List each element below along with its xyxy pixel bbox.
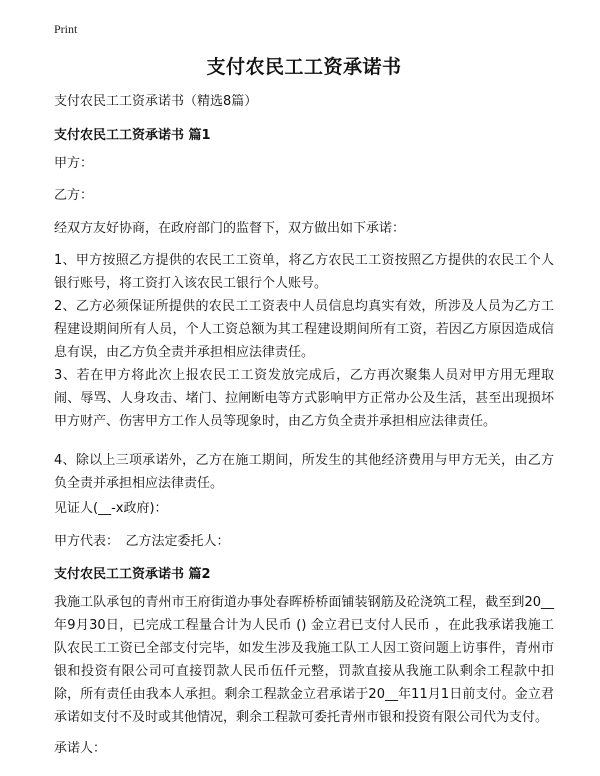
promisor-line: 承诺人： [54,741,107,756]
party-b-label: 乙方： [54,188,94,203]
page-title: 支付农民工工资承诺书 [206,56,402,78]
section-2-body: 我施工队承包的青州市王府街道办事处春晖桥桥面铺装钢筋及砼浇筑工程，截至到20__年9月30日，已完成工程量合计为人民币 () 金立君已支付人民币 ，在此我承诺我施工队农民工工资已全部支付完毕，如发生涉及我施工队工人因工资问题上访事件，青州市银和投资有限公司可直接罚款人民币伍仟元整，罚款直接从我施工队剩余工程款中扣除，所有责任由我本人承担。剩余工程款金立君承诺于20__年11月1日前支付。金立君承诺如支付不及时或其他情况，剩余工程款可委托青州市银和投资有限公司代为支付。 [54,595,554,725]
clause-3: 3、若在甲方将此次上报农民工工资发放完成后，乙方再次聚集人员对甲方用无理取闹、辱骂、人身攻击、堵门、拉闸断电等方式影响甲方正常办公及生活，甚至出现损坏甲方财产、伤害甲方工作人员等现象时，由乙方负全责并承担相应法律责任。 [54,368,554,429]
document-subtitle: 支付农民工工资承诺书（精选8篇） [54,94,258,109]
section-1-heading: 支付农民工工资承诺书 篇1 [54,128,211,143]
intro-paragraph: 经双方友好协商，在政府部门的监督下，双方做出如下承诺： [54,221,406,236]
clause-1: 1、甲方按照乙方提供的农民工工资单，将乙方农民工工资按照乙方提供的农民工个人银行账号，将工资打入该农民工银行个人账号。 [54,253,554,291]
section-2-heading: 支付农民工工资承诺书 篇2 [54,567,211,582]
print-label[interactable]: Print [54,22,78,36]
witness-line: 见证人(__-x政府)： [54,501,168,516]
party-a-label: 甲方： [54,156,94,171]
representatives-line: 甲方代表： 乙方法定委托人： [54,534,230,549]
clause-4: 4、除以上三项承诺外，乙方在施工期间，所发生的其他经济费用与甲方无关，由乙方负全责并承担相应法律责任。 [54,453,554,491]
clause-2: 2、乙方必须保证所提供的农民工工资表中人员信息均真实有效，所涉及人员为乙方工程建设期间所有人员，个人工资总额为其工程建设期间所有工资，若因乙方原因造成信息有误，由乙方负全责并承担相应法律责任。 [54,299,554,360]
